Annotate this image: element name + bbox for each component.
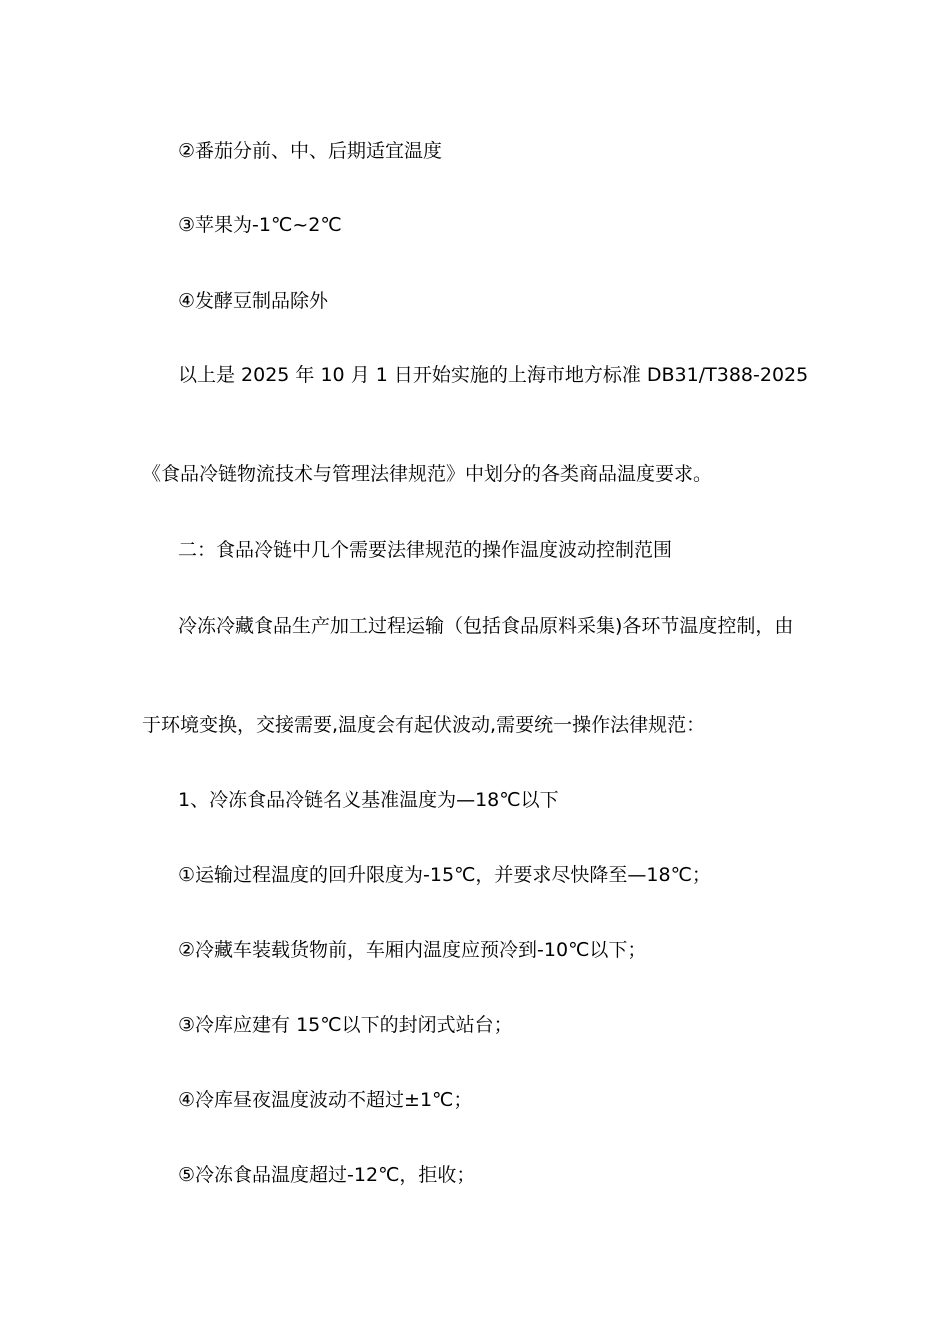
text-line-process-control-cont: 于环境变换，交接需要,温度会有起伏波动,需要统一操作法律规范： bbox=[142, 714, 706, 736]
text-line-standard-title: 《食品冷链物流技术与管理法律规范》中划分的各类商品温度要求。 bbox=[142, 463, 713, 485]
text-line-fermented-soy: ④发酵豆制品除外 bbox=[178, 290, 329, 312]
list-heading-frozen: 1、冷冻食品冷链名义基准温度为—18℃以下 bbox=[178, 789, 559, 811]
text-line-process-control: 冷冻冷藏食品生产加工过程运输（包括食品原料采集)各环节温度控制，由 bbox=[178, 615, 794, 637]
text-line-tomato: ②番茄分前、中、后期适宜温度 bbox=[178, 140, 443, 162]
list-item-fluctuation: ④冷库昼夜温度波动不超过±1℃； bbox=[178, 1089, 473, 1111]
text-line-apple: ③苹果为-1℃~2℃ bbox=[178, 214, 342, 236]
text-line-standard-intro: 以上是 2025 年 10 月 1 日开始实施的上海市地方标准 DB31/T388-2025 bbox=[178, 364, 809, 386]
list-item-platform: ③冷库应建有 15℃以下的封闭式站台； bbox=[178, 1014, 513, 1036]
list-item-reject: ⑤冷冻食品温度超过-12℃，拒收； bbox=[178, 1164, 476, 1186]
section-heading-two: 二：食品冷链中几个需要法律规范的操作温度波动控制范围 bbox=[178, 539, 673, 561]
list-item-transport: ①运输过程温度的回升限度为-15℃，并要求尽快降至—18℃； bbox=[178, 864, 711, 886]
list-item-precool: ②冷藏车装载货物前，车厢内温度应预冷到-10℃以下； bbox=[178, 939, 647, 961]
